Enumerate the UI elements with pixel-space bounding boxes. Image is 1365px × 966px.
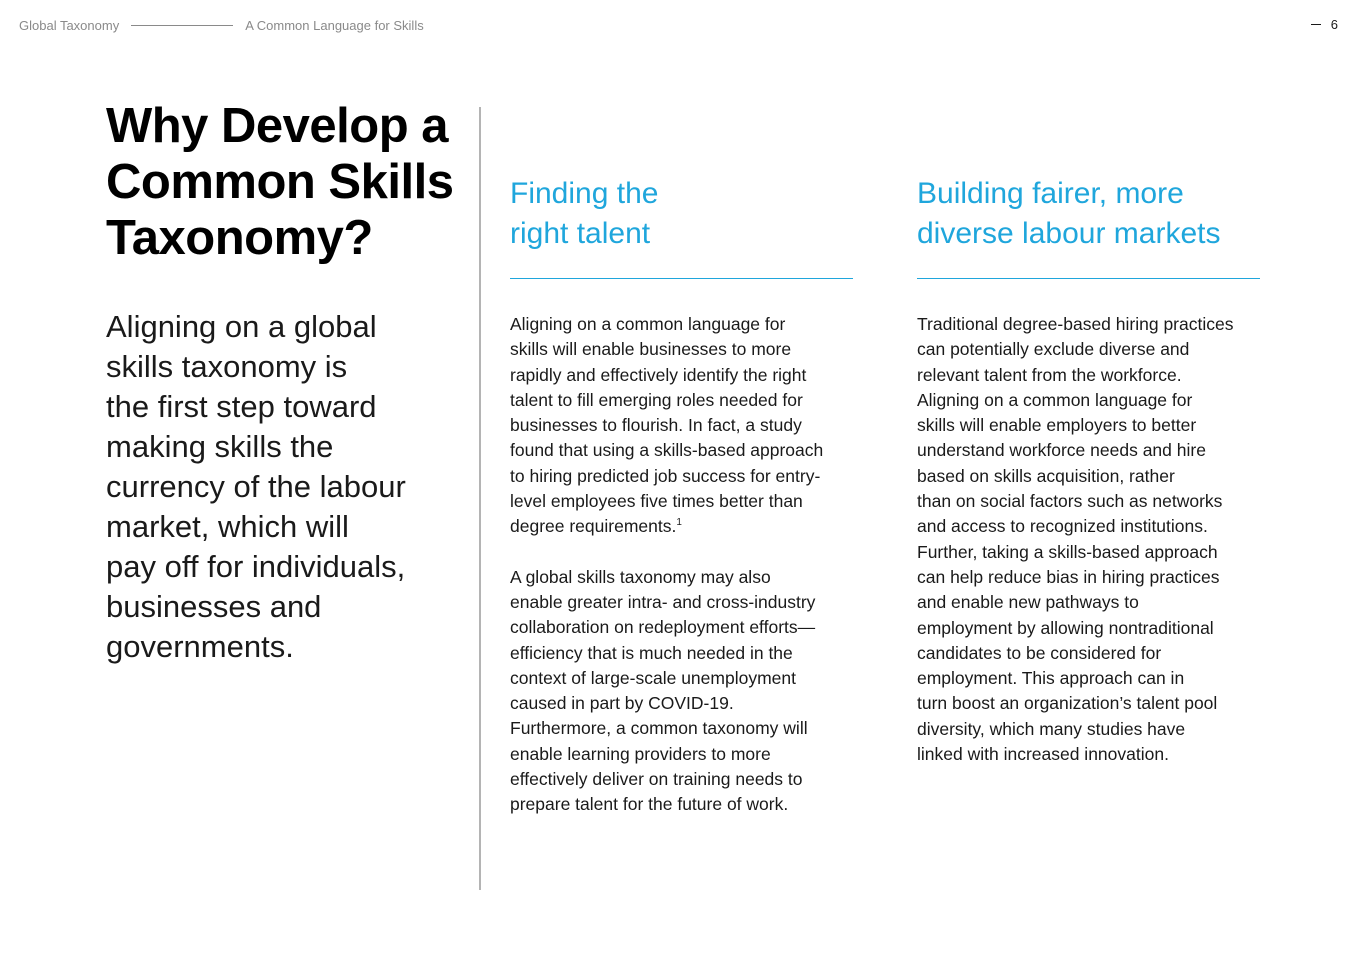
- text-line: caused in part by COVID-19.: [510, 693, 734, 714]
- page-number-block: [1311, 17, 1338, 32]
- heading-line: Finding the: [510, 177, 659, 210]
- text-line: degree requirements.: [510, 516, 677, 537]
- text-line: skills will enable employers to better: [917, 415, 1197, 436]
- column-heading: [917, 174, 1260, 258]
- column-fairer-markets: [917, 174, 1260, 767]
- paragraph: [510, 312, 853, 540]
- text-line: than on social factors such as networks: [917, 491, 1223, 512]
- text-line: candidates to be considered for: [917, 642, 1162, 663]
- lead-line: skills taxonomy is: [106, 349, 348, 384]
- text-line: and enable new pathways to: [917, 592, 1139, 613]
- lead-line: pay off for individuals,: [106, 549, 406, 584]
- header-divider: [131, 25, 233, 26]
- text-line: turn boost an organization’s talent pool: [917, 693, 1218, 714]
- column-heading: [510, 174, 853, 258]
- lead-line: governments.: [106, 629, 294, 664]
- text-line: enable learning providers to more: [510, 743, 771, 764]
- text-line: employment by allowing nontraditional: [917, 617, 1214, 638]
- lead-line: market, which will: [106, 509, 349, 544]
- title-line: Common Skills: [106, 155, 454, 209]
- text-line: and access to recognized institutions.: [917, 516, 1208, 537]
- text-line: to hiring predicted job success for entry-: [510, 465, 821, 486]
- text-line: can potentially exclude diverse and: [917, 339, 1190, 360]
- heading-line: right talent: [510, 217, 651, 250]
- lead-statement: [106, 307, 446, 667]
- text-line: based on skills acquisition, rather: [917, 465, 1175, 486]
- text-line: talent to fill emerging roles needed for: [510, 389, 803, 410]
- text-line: context of large-scale unemployment: [510, 667, 796, 688]
- text-line: A global skills taxonomy may also: [510, 566, 771, 587]
- title-line: Taxonomy?: [106, 211, 373, 265]
- text-line: rapidly and effectively identify the right: [510, 364, 807, 385]
- title-line: Why Develop a: [106, 99, 449, 153]
- text-line: level employees five times better than: [510, 491, 803, 512]
- doc-title: Global Taxonomy: [19, 18, 120, 33]
- text-line: skills will enable businesses to more: [510, 339, 792, 360]
- lead-line: currency of the labour: [106, 469, 406, 504]
- heading-line: Building fairer, more: [917, 177, 1184, 210]
- text-line: diversity, which many studies have: [917, 718, 1186, 739]
- column-body: [510, 312, 853, 818]
- text-line: efficiency that is much needed in the: [510, 642, 793, 663]
- text-line: businesses to flourish. In fact, a study: [510, 415, 802, 436]
- lead-line: the first step toward: [106, 389, 377, 424]
- lead-line: businesses and: [106, 589, 322, 624]
- text-line: Further, taking a skills-based approach: [917, 541, 1218, 562]
- paragraph: [917, 312, 1260, 767]
- text-line: employment. This approach can in: [917, 668, 1185, 689]
- column-finding-talent: [510, 174, 853, 818]
- page-number: 6: [1330, 17, 1338, 32]
- text-line: Aligning on a common language for: [510, 314, 786, 334]
- footnote-marker[interactable]: 1: [676, 517, 682, 529]
- text-line: relevant talent from the workforce.: [917, 364, 1182, 385]
- text-line: can help reduce bias in hiring practices: [917, 566, 1220, 587]
- lead-line: Aligning on a global: [106, 309, 377, 344]
- vertical-divider: [479, 107, 481, 890]
- heading-rule: [510, 278, 853, 279]
- section-title: A Common Language for Skills: [245, 18, 424, 33]
- text-line: Traditional degree-based hiring practices: [917, 314, 1234, 334]
- text-line: understand workforce needs and hire: [917, 440, 1206, 461]
- page-number-dash: [1311, 24, 1321, 25]
- text-line: enable greater intra- and cross-industry: [510, 591, 816, 612]
- paragraph: [510, 565, 853, 818]
- heading-rule: [917, 278, 1260, 279]
- text-line: collaboration on redeployment efforts—: [510, 617, 816, 638]
- column-body: [917, 312, 1260, 767]
- text-line: found that using a skills-based approach: [510, 440, 824, 461]
- text-line: effectively deliver on training needs to: [510, 769, 803, 790]
- text-line: Furthermore, a common taxonomy will: [510, 718, 808, 739]
- text-line: linked with increased innovation.: [917, 744, 1169, 765]
- page-title: [106, 98, 466, 266]
- text-line: prepare talent for the future of work.: [510, 794, 789, 815]
- running-header: [19, 18, 424, 33]
- lead-line: making skills the: [106, 429, 334, 464]
- text-line: Aligning on a common language for: [917, 389, 1193, 410]
- heading-line: diverse labour markets: [917, 217, 1221, 250]
